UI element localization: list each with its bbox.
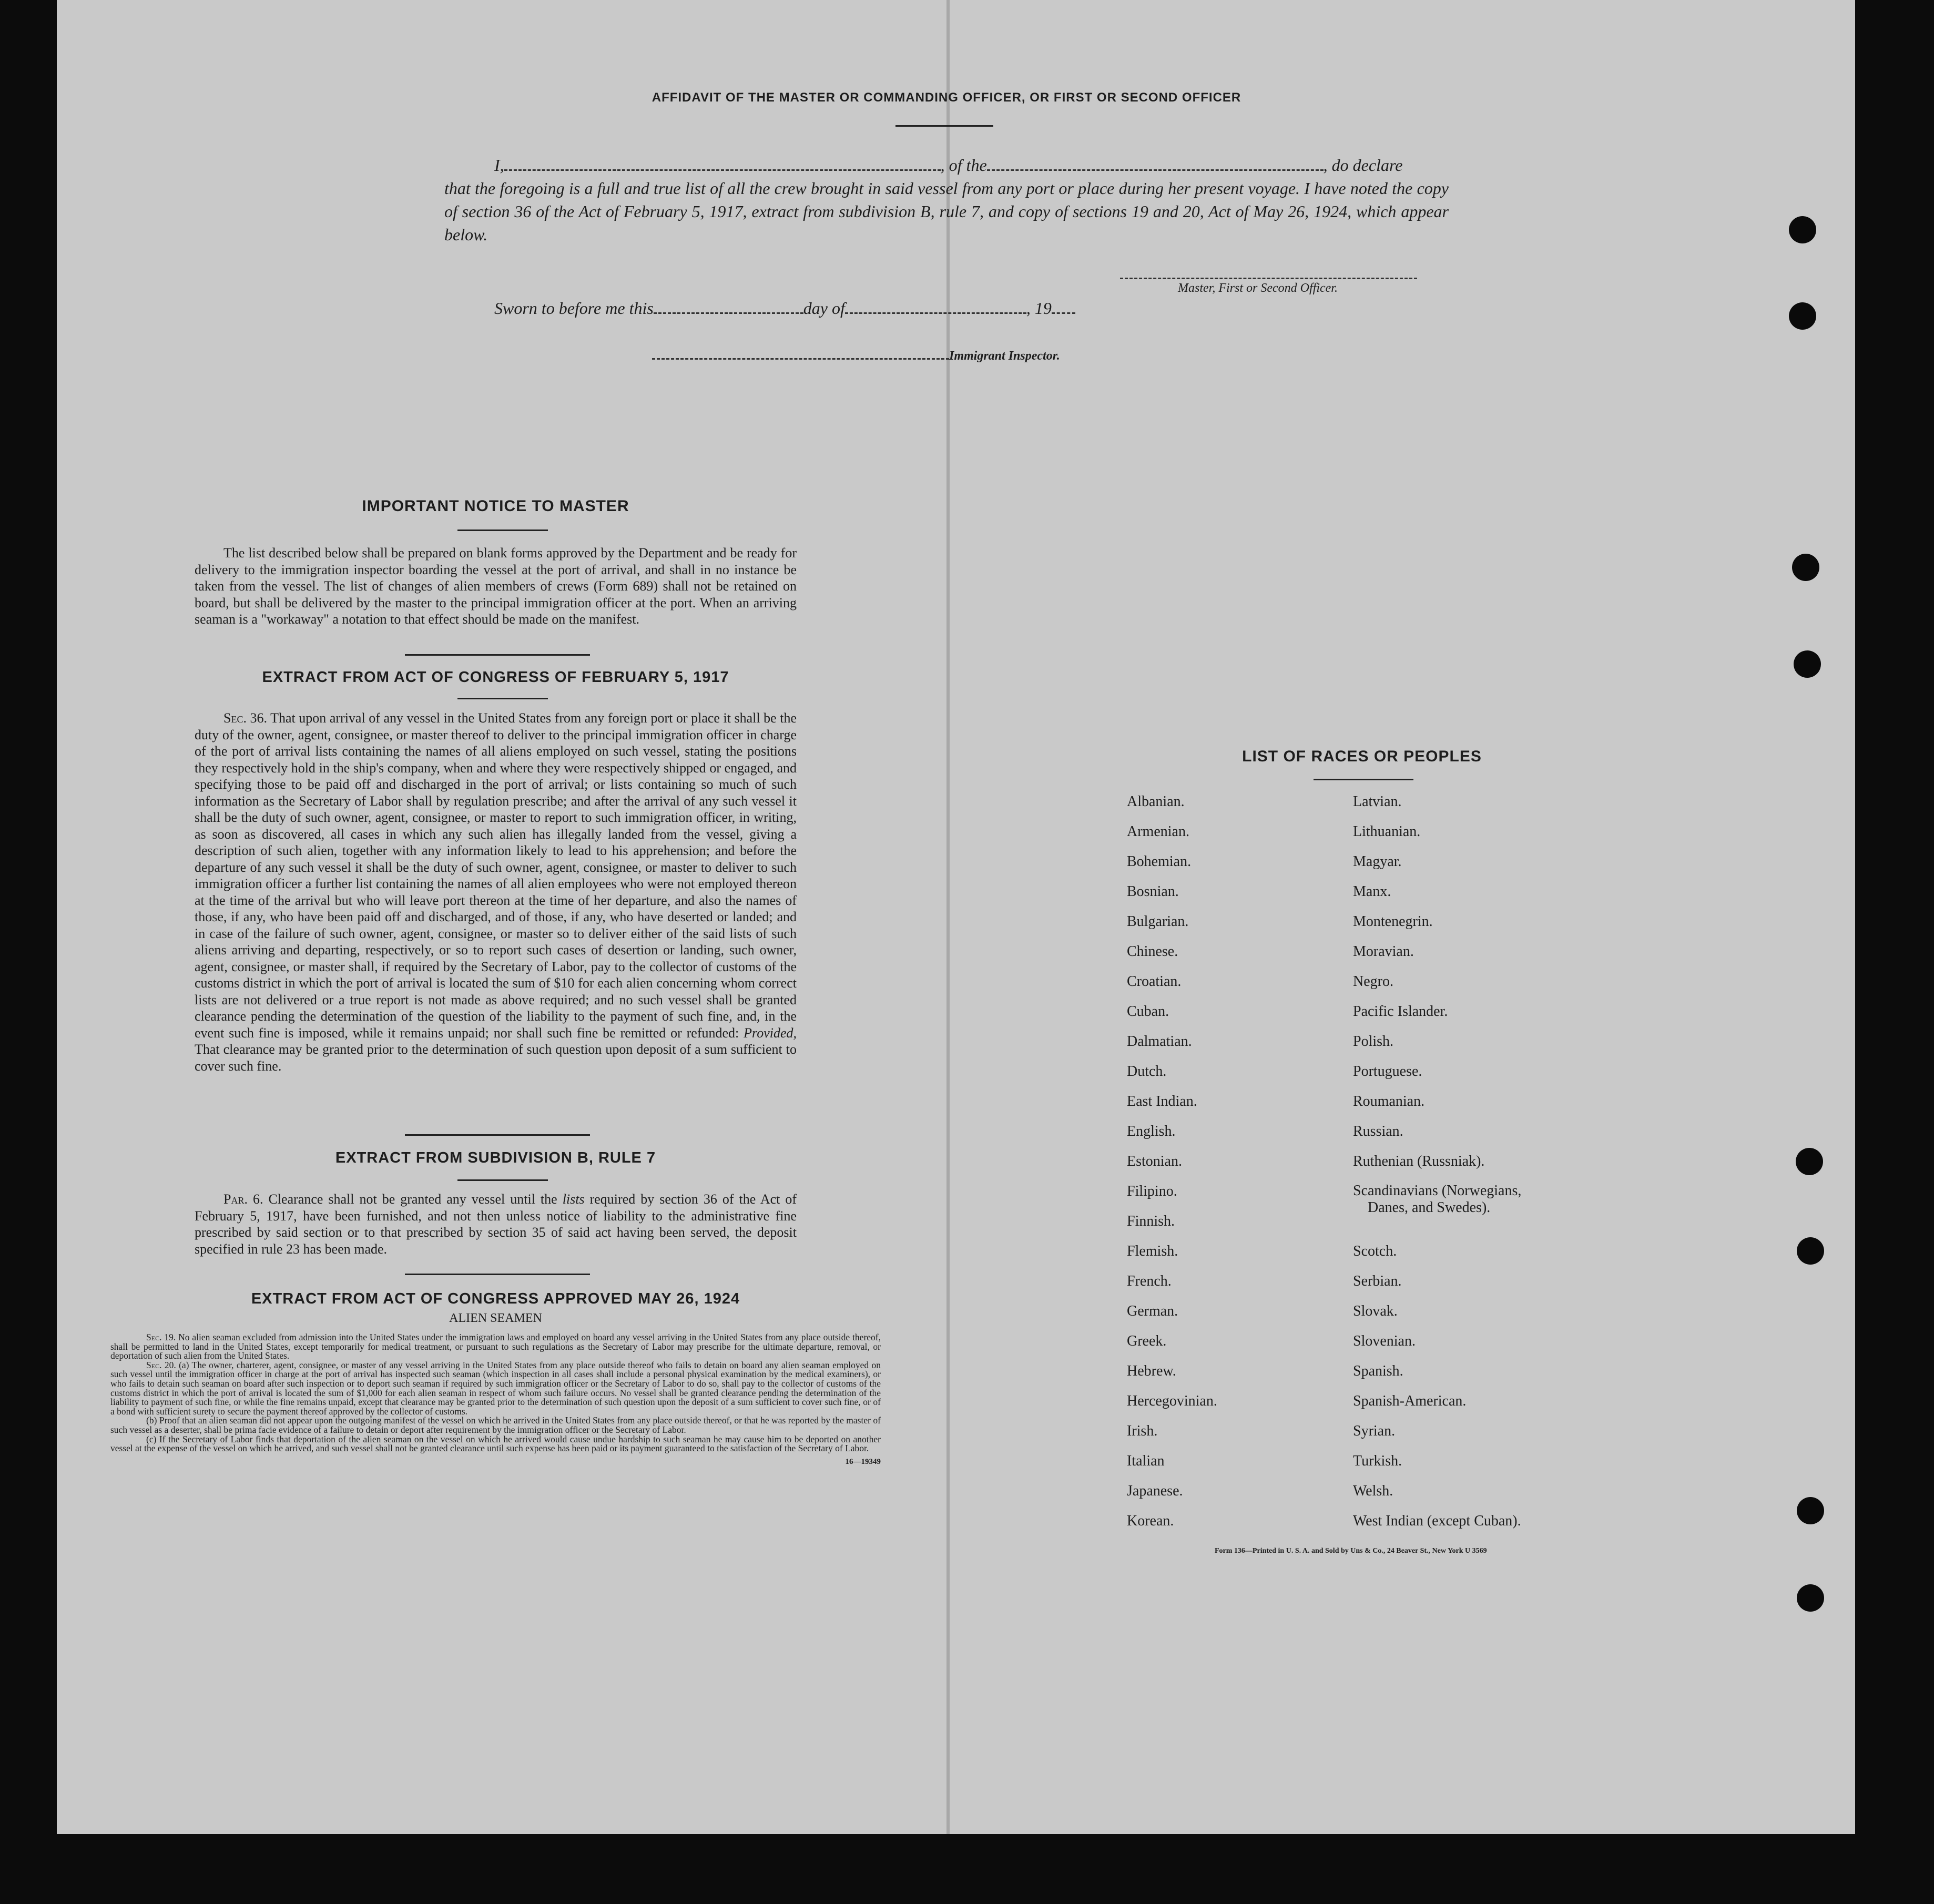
notice-body: The list described below shall be prepared on blank forms approved by the Department and be ready for delivery to the immigration inspector boarding the vessel at the port of arrival, and shall in no instance be taken from the vessel. The list of changes of alien members of crews (Form 689) shall not be retained on board, but shall be delivered by the master to the principal immigration officer at the port. When an arriving seaman is a "workaway" a notation to that effect should be made on the manifest. [195,545,797,627]
affidavit-i: I, [494,156,504,175]
section-rule [405,1274,590,1275]
race-entry: German. [1127,1303,1178,1319]
race-entry: Dalmatian. [1127,1033,1192,1050]
race-entry: Italian [1127,1453,1165,1469]
name-blank [504,156,941,171]
race-entry: Moravian. [1353,943,1414,960]
affidavit-declaration [444,154,1449,246]
sec-36-label: Sec. 36. [223,710,268,726]
race-entry: Bosnian. [1127,883,1179,900]
race-entry: Filipino. [1127,1183,1177,1199]
form-footer: Form 136—Printed in U. S. A. and Sold by Uns & Co., 24 Beaver St., New York U 3569 [1215,1547,1487,1555]
sec-36-provided: Provided, [744,1025,797,1041]
vessel-blank [987,156,1324,171]
par-6-text-2: required by section 36 of the Act of February 5, 1917, have been furnished, and not then unless notice of liability to the administrative fine prescribed by said section or to that prescribed by section 35 of said act having been served, the deposit specified in rule 23 has been made. [195,1192,797,1257]
sworn-year-blank [1052,299,1075,314]
sworn-day-blank [654,299,803,314]
sec-36-text: That upon arrival of any vessel in the United States from any foreign port or place it shall be the duty of the owner, agent, consignee, or master thereof to deliver to the principal immigration officer in charge of the port of arrival lists containing the names of all aliens employed on such vessel, stating the positions they respectively hold in the ship's company, when and where they were respectively shipped or engaged, and specifying those to be paid off and discharged in the port of arrival; or lists containing so much of such information as the Secretary of Labor shall by regulation prescribe; and after the arrival of any such vessel it shall be the duty of such owner, agent, consignee, or master to report to such immigration officer, in writing, as soon as discovered, all cases in which any such alien has illegally landed from the vessel, giving a description of such alien, together with any information likely to lead to his apprehension; and before the departure of any such vessel it shall be the duty of such owner, agent, consignee, or master to deliver to such immigration officer a further list containing the names of all alien employees who were not employed thereon at the time of the arrival but who will leave port thereon at the time of her departure, and also the names of those, if any, who have been paid off and discharged, and of those, if any, who have deserted or landed; and in case of the failure of such owner, agent, consignee, or master so to deliver either of the said lists of such aliens arriving and departing, respectively, or so to report such cases of desertion or landing, such owner, agent, consignee, or master shall, if required by the Secretary of Labor, pay to the collector of customs of the customs district in which the port of arrival is located the sum of $10 for each alien concerning whom correct lists are not delivered or a true report is not made as above required; and no such vessel shall be granted clearance pending the determination of the question of the liability to the payment of such fine, and, in the event such fine is imposed, while it remains unpaid; nor shall such fine be remitted or refunded: [195,710,797,1041]
race-entry: Slovenian. [1353,1333,1416,1349]
race-entry: Turkish. [1353,1453,1402,1469]
race-entry: Lithuanian. [1353,823,1421,840]
par-6-text: Clearance shall not be granted any vessel until the [268,1192,557,1207]
affidavit-of-the: , of the [940,156,987,175]
race-entry: Irish. [1127,1423,1158,1439]
race-entry: Cuban. [1127,1003,1169,1020]
extract-rule7-title: EXTRACT FROM SUBDIVISION B, RULE 7 [335,1149,656,1166]
binder-hole [1796,1148,1823,1175]
races-left-column [1127,793,1348,1542]
race-entry: Spanish-American. [1353,1393,1467,1409]
section-rule [405,654,590,656]
race-entry: Portuguese. [1353,1063,1422,1080]
sworn-line [494,299,1178,318]
par-6-lists: lists [562,1192,585,1207]
sec-20a-text: (a) The owner, charterer, agent, consignee, or master of any vessel arriving in the United States from any place outside thereof who fails to detain on board any alien seaman employed on such vessel until the immigration officer in charge at the port of arrival has inspected such seaman (which inspection in all cases shall include a personal physical examination by the medical examiners), or who fails to detain such seaman on board after such inspection or to deport such seaman if required by such immigration officer or the Secretary of Labor to do so, shall pay to the collector of customs of the customs district in which the port of arrival is located the sum of $1,000 for each alien seaman in respect of whom such failure occurs. No vessel shall be granted clearance pending the determination of the liability to payment of such fine, or while the fine remains unpaid, except that clearance may be granted prior to the determination of such question upon the deposit of a sum sufficient to cover such fine, or of a bond with sufficient surety to secure the payment thereof approved by the collector of customs. [110,1359,881,1417]
race-entry: Syrian. [1353,1423,1396,1439]
section-rule [405,1134,590,1136]
race-entry: Ruthenian (Russniak). [1353,1153,1485,1169]
extract-1917-rule [457,698,548,699]
race-entry: Hercegovinian. [1127,1393,1217,1409]
races-title: LIST OF RACES OR PEOPLES [1242,748,1482,765]
race-entry: Latvian. [1353,793,1402,810]
race-entry-line: Scandinavians (Norwegians, [1353,1183,1522,1199]
affidavit-do-declare: , do declare [1323,156,1403,175]
notice-rule [457,530,548,531]
sworn-year: , 19 [1026,299,1052,318]
title-rule [895,125,993,127]
binder-hole [1797,1584,1824,1612]
sec-19 [110,1333,881,1361]
race-entry: Spanish. [1353,1363,1403,1379]
race-entry: Pacific Islander. [1353,1003,1448,1020]
race-entry: Dutch. [1127,1063,1167,1080]
race-entry: Croatian. [1127,973,1182,990]
race-entry: Greek. [1127,1333,1167,1349]
sec-20b: (b) Proof that an alien seaman did not appear upon the outgoing manifest of the vessel on which he arrived in the United States from any place outside thereof, or that he was reported by the master of such vessel as a deserter, shall be prima facie evidence of a failure to detain or deport after requirement by the immigration officer or the Secretary of Labor. [110,1415,881,1435]
binder-hole [1797,1237,1824,1265]
race-entry: Serbian. [1353,1273,1402,1289]
extract-rule7-rule [457,1179,548,1181]
form-code: 16—19349 [845,1457,881,1466]
extract-1924-subtitle: ALIEN SEAMEN [449,1311,542,1325]
race-entry: Polish. [1353,1033,1394,1050]
extract-rule7-body [195,1191,797,1257]
race-entry: Armenian. [1127,823,1189,840]
race-entry: Flemish. [1127,1243,1178,1259]
extract-1924-title: EXTRACT FROM ACT OF CONGRESS APPROVED MAY 26, 1924 [251,1290,740,1307]
affidavit-body: that the foregoing is a full and true list of all the crew brought in said vessel from any port or place during her present voyage. I have noted the copy of section 36 of the Act of February 5, 1917, extract from subdivision B, rule 7, and copy of sections 19 and 20, Act of May 26, 1924, which appear below. [444,179,1449,244]
sec-36-text-2: That clearance may be granted prior to the determination of such question upon deposit of a sum sufficient to cover such fine. [195,1042,797,1074]
extract-1924-body [110,1333,881,1467]
sec-20-label: Sec. 20. [146,1359,176,1370]
binder-hole [1794,650,1821,678]
master-signature-line [1120,264,1417,279]
sworn-prefix: Sworn to before me this [494,299,654,318]
master-signature-caption: Master, First or Second Officer. [1178,281,1338,295]
race-entry: Negro. [1353,973,1393,990]
race-entry: Korean. [1127,1513,1174,1529]
affidavit-title: AFFIDAVIT OF THE MASTER OR COMMANDING OFFICER, OR FIRST OR SECOND OFFICER [652,90,1241,105]
inspector-line [652,344,1125,363]
race-entry: Montenegrin. [1353,913,1433,930]
race-entry: Japanese. [1127,1483,1183,1499]
sec-19-label: Sec. 19. [146,1332,176,1342]
race-entry: Scotch. [1353,1243,1397,1259]
race-entry: Russian. [1353,1123,1403,1139]
race-entry: Roumanian. [1353,1093,1425,1109]
page-fold [946,0,950,1834]
binder-hole [1789,302,1816,330]
par-6-label: Par. 6. [223,1192,263,1207]
sec-20c: (c) If the Secretary of Labor finds that deportation of the alien seaman on the vessel on which he arrived would cause undue hardship to such seaman he may cause him to be deported on another vessel at the expense of the vessel on which he arrived, and such vessel shall not be granted clearance until such expense has been paid or its payment guaranteed to the satisfaction of the Secretary of Labor. [110,1433,881,1454]
race-entry-line: Danes, and Swedes). [1368,1199,1491,1216]
race-entry: Chinese. [1127,943,1178,960]
race-entry: French. [1127,1273,1172,1289]
race-entry: Estonian. [1127,1153,1182,1169]
notice-title: IMPORTANT NOTICE TO MASTER [362,497,629,515]
race-entry: Bohemian. [1127,853,1192,870]
race-entry: Manx. [1353,883,1391,900]
race-entry: Welsh. [1353,1483,1393,1499]
sworn-day-of: day of [803,299,845,318]
race-entry: Hebrew. [1127,1363,1176,1379]
race-entry: English. [1127,1123,1176,1139]
race-entry: Magyar. [1353,853,1402,870]
race-entry: Slovak. [1353,1303,1398,1319]
race-entry-scandinavians [1353,1183,1574,1243]
race-entry: East Indian. [1127,1093,1197,1109]
races-right-column [1353,793,1574,1542]
extract-1917-body [195,710,797,1074]
sworn-month-blank [845,299,1026,314]
inspector-signature-blank [652,344,949,360]
race-entry: West Indian (except Cuban). [1353,1513,1521,1529]
sec-20a [110,1361,881,1417]
inspector-caption: Immigrant Inspector. [949,349,1060,363]
races-rule [1314,779,1413,780]
race-entry: Bulgarian. [1127,913,1189,930]
binder-hole [1789,216,1816,243]
binder-hole [1792,554,1819,581]
sec-19-text: No alien seaman excluded from admission into the United States under the immigration laws and employed on board any vessel arriving in the United States from any place outside thereof, shall be permitted to land in the United States, except temporarily for medical treatment, or pursuant to such regulations as the Secretary of Labor may prescribe for the ultimate departure, removal, or deportation of such alien from the United States. [110,1332,881,1361]
race-entry: Albanian. [1127,793,1185,810]
binder-hole [1797,1497,1824,1524]
extract-1917-title: EXTRACT FROM ACT OF CONGRESS OF FEBRUARY 5, 1917 [262,669,729,686]
race-entry: Finnish. [1127,1213,1175,1229]
